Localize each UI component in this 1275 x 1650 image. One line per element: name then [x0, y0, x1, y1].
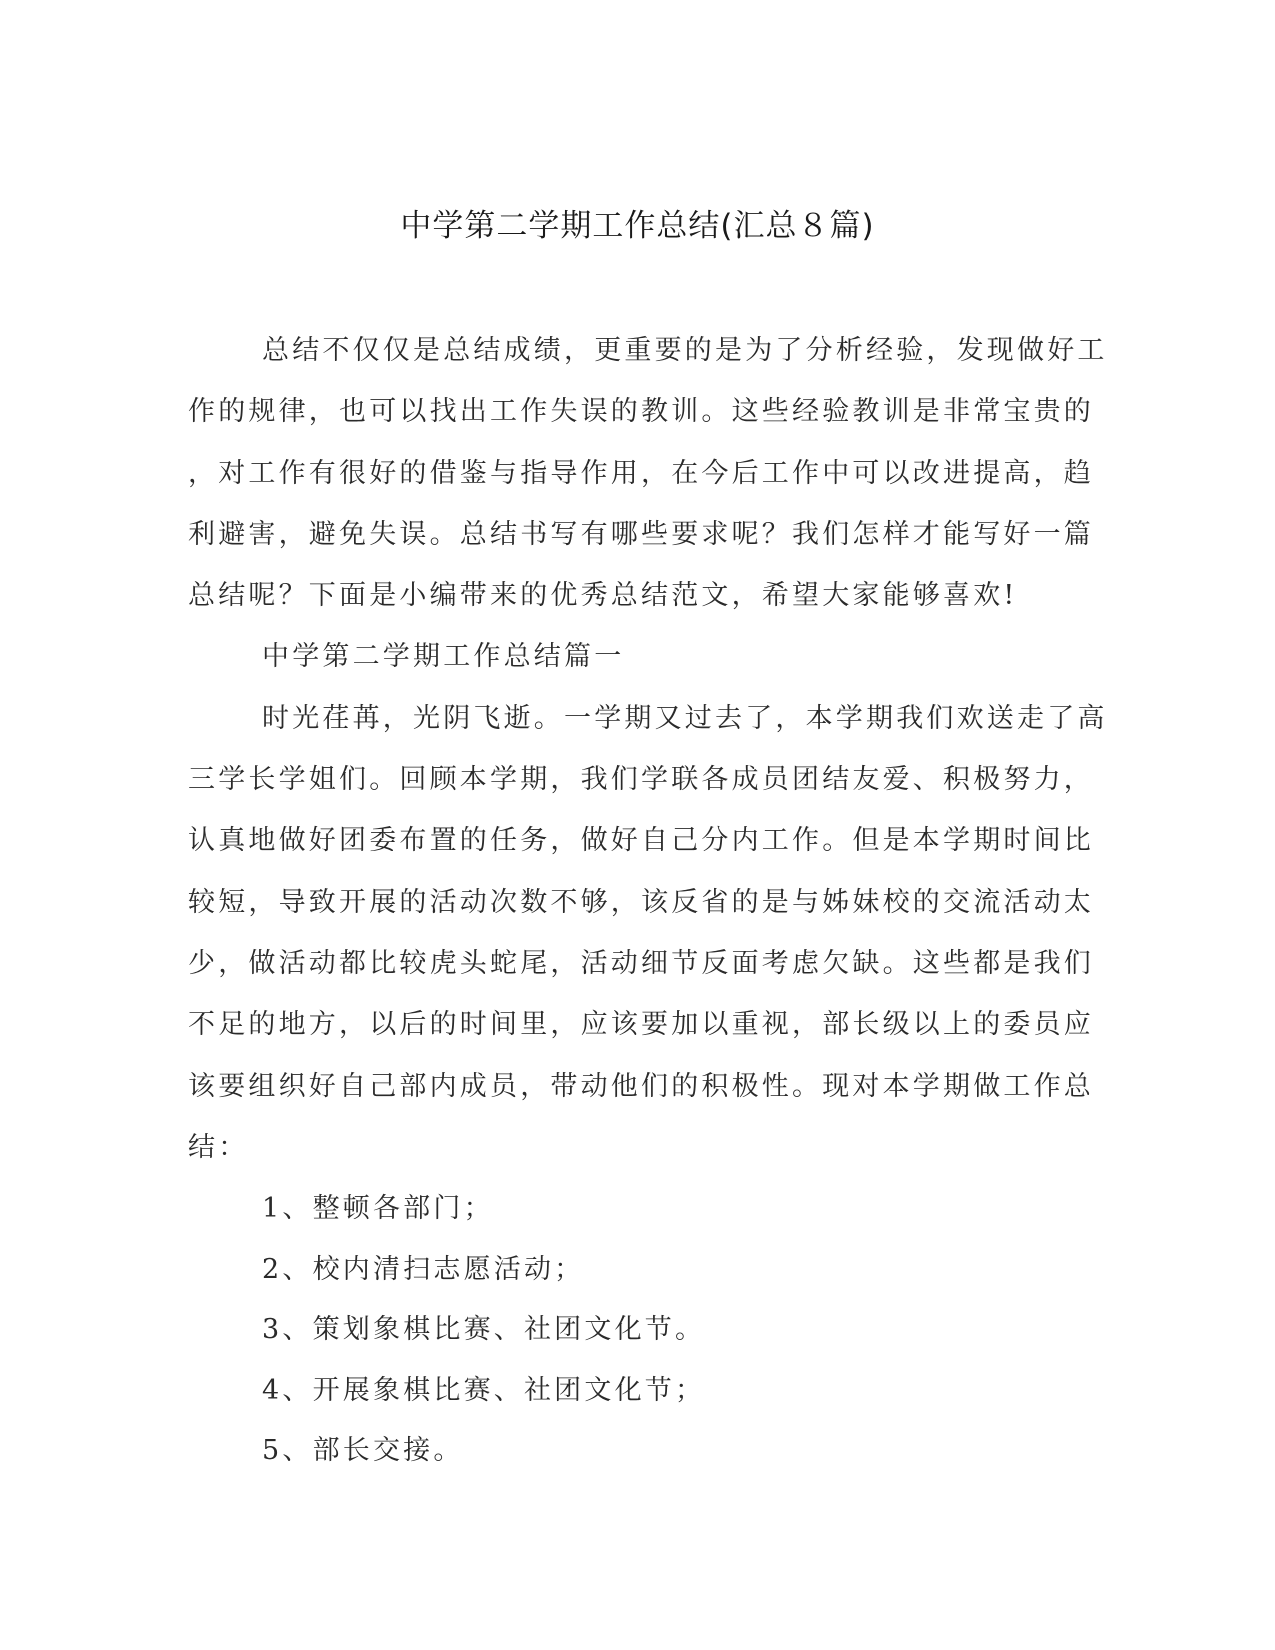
intro-line: 作的规律，也可以找出工作失误的教训。这些经验教训是非常宝贵的: [188, 396, 1094, 428]
document-title: 中学第二学期工作总结(汇总８篇): [400, 208, 875, 244]
section-line: 结：: [188, 1131, 249, 1163]
intro-line: 总结呢？下面是小编带来的优秀总结范文，希望大家能够喜欢!: [188, 580, 1018, 612]
section-line: 时光荏苒，光阴飞逝。一学期又过去了，本学期我们欢送走了高: [262, 702, 1108, 734]
intro-line: 总结不仅仅是总结成绩，更重要的是为了分析经验，发现做好工: [262, 335, 1108, 366]
list-item: 5、部长交接。: [262, 1435, 464, 1467]
section-heading: 中学第二学期工作总结篇一: [262, 641, 625, 673]
section-line: 认真地做好团委布置的任务，做好自己分内工作。但是本学期时间比: [188, 825, 1094, 857]
list-item: 3、策划象棋比赛、社团文化节。: [262, 1314, 706, 1346]
document-body: [188, 331, 1108, 1492]
section-line: 少，做活动都比较虎头蛇尾，活动细节反面考虑欠缺。这些都是我们: [188, 947, 1094, 979]
section-line: 该要组织好自己部内成员，带动他们的积极性。现对本学期做工作总: [188, 1070, 1094, 1102]
section-line: 三学长学姐们。回顾本学期，我们学联各成员团结友爱、积极努力，: [188, 764, 1094, 796]
list-item: 4、开展象棋比赛、社团文化节；: [262, 1374, 706, 1406]
list-item: 1、整顿各部门；: [262, 1193, 494, 1225]
intro-line: ，对工作有很好的借鉴与指导作用，在今后工作中可以改进提高，趋: [188, 457, 1094, 489]
section-line: 较短，导致开展的活动次数不够，该反省的是与姊妹校的交流活动太: [188, 886, 1094, 918]
list-item: 2、校内清扫志愿活动；: [262, 1253, 585, 1285]
intro-line: 利避害，避免失误。总结书写有哪些要求呢？我们怎样才能写好一篇: [188, 518, 1094, 550]
section-line: 不足的地方，以后的时间里，应该要加以重视，部长级以上的委员应: [188, 1009, 1094, 1041]
